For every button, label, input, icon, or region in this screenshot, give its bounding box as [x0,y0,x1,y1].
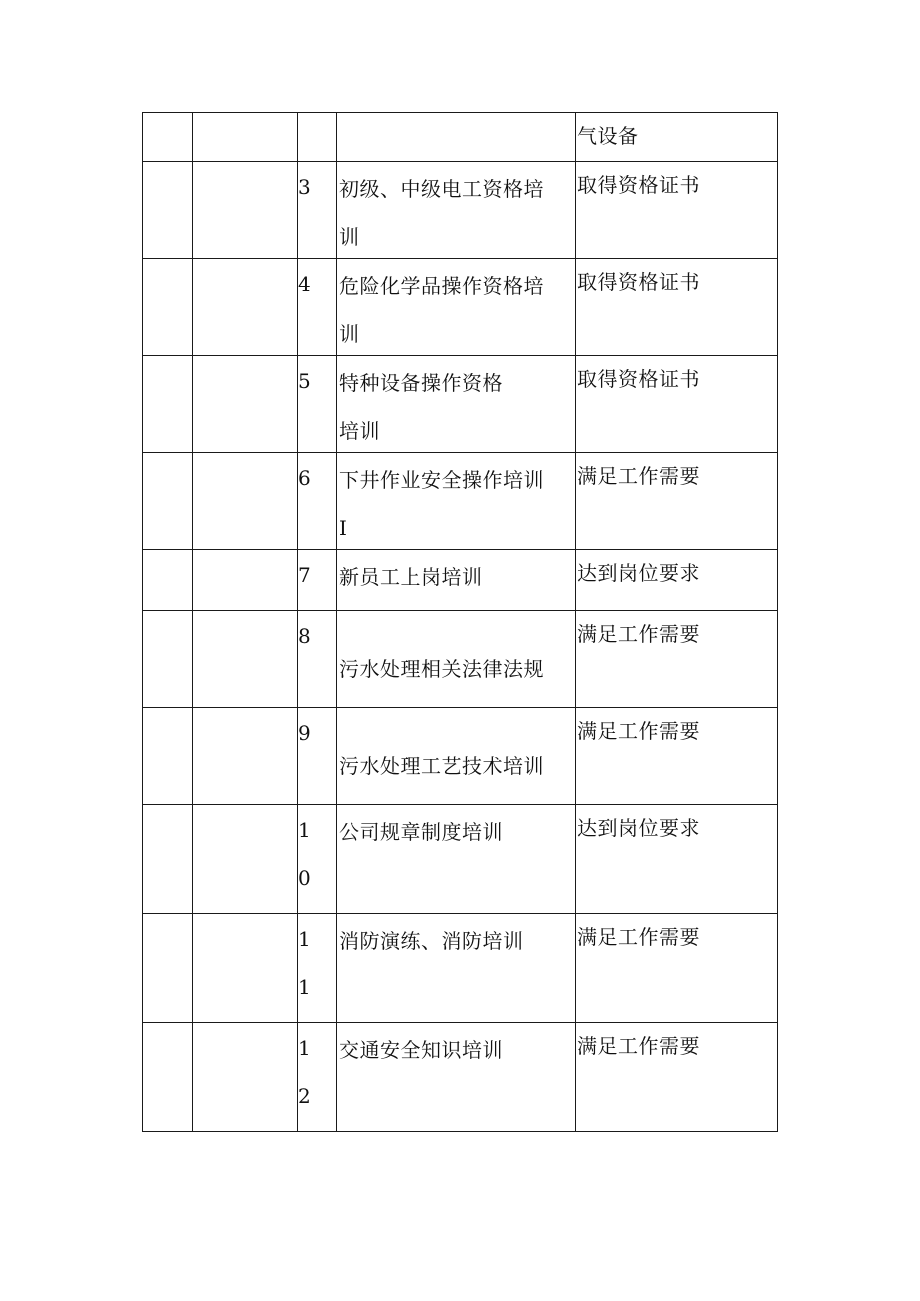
table-row [143,356,778,453]
table-cell-result [576,162,778,259]
result-text: 满足工作需要 [577,464,700,488]
table-cell-empty [193,259,298,356]
result-text: 满足工作需要 [577,622,700,646]
item-text: 消防演练、消防培训 [339,929,524,953]
table-cell-empty [143,1023,193,1132]
table-cell-number [298,914,337,1023]
table-cell-empty [143,259,193,356]
table-cell-empty [193,1023,298,1132]
table-cell-item [337,1023,576,1132]
table-cell-result [576,259,778,356]
result-text: 达到岗位要求 [577,816,700,840]
table-cell-empty [193,162,298,259]
table-cell-empty [193,356,298,453]
table-row [143,914,778,1023]
item-text: I [339,516,348,540]
table-cell-empty [298,113,337,162]
table-cell-empty [143,162,193,259]
item-text: 污水处理工艺技术培训 [339,754,544,778]
item-number: 1 [298,818,311,842]
item-number: 5 [298,369,311,393]
table-cell-empty [143,356,193,453]
training-plan-table [142,112,778,1132]
table-cell-empty [143,550,193,611]
item-number: 9 [298,721,311,745]
table-cell-item [337,805,576,914]
result-text: 气设备 [577,124,639,148]
table-cell-number [298,611,337,708]
item-text: 训 [339,225,360,249]
table-cell-number [298,1023,337,1132]
table-row [143,708,778,805]
table-cell-number [298,162,337,259]
item-number: 1 [298,927,311,951]
table-cell-number [298,805,337,914]
table-cell-item [337,356,576,453]
table-row [143,453,778,550]
table-cell-empty [143,805,193,914]
result-text: 满足工作需要 [577,925,700,949]
item-number: 2 [298,1084,311,1108]
table-cell-result [576,805,778,914]
table-cell-result [576,914,778,1023]
item-number: 6 [298,466,311,490]
item-text: 特种设备操作资格 [339,371,503,395]
table-cell-empty [143,914,193,1023]
table-cell-empty [193,914,298,1023]
table-cell-number [298,708,337,805]
table-cell-number [298,550,337,611]
table-cell-item [337,259,576,356]
table-cell-number [298,259,337,356]
result-text: 达到岗位要求 [577,561,700,585]
table-cell-number [298,453,337,550]
item-text: 交通安全知识培训 [339,1038,503,1062]
item-text: 污水处理相关法律法规 [339,657,544,681]
table-cell-empty [143,453,193,550]
item-text: 初级、中级电工资格培 [339,177,544,201]
result-text: 满足工作需要 [577,1034,700,1058]
result-text: 满足工作需要 [577,719,700,743]
table-cell-empty [193,805,298,914]
table-cell-empty [193,453,298,550]
table-cell-empty [193,708,298,805]
item-text: 训 [339,322,360,346]
item-number: 1 [298,975,311,999]
item-text: 新员工上岗培训 [339,565,483,589]
table-cell-item [337,708,576,805]
table-row [143,162,778,259]
table-cell-result [576,1023,778,1132]
table-cell-empty [143,708,193,805]
item-number: 8 [298,624,311,648]
table-cell-empty [337,113,576,162]
table-row [143,113,778,162]
table-cell-item [337,453,576,550]
result-text: 取得资格证书 [577,367,700,391]
table-cell-result [576,453,778,550]
table-row [143,805,778,914]
table-row [143,259,778,356]
table-cell-empty [193,550,298,611]
table-cell-empty [143,113,193,162]
table-cell-result [576,611,778,708]
item-text: 下井作业安全操作培训 [339,468,544,492]
table-cell-result [576,113,778,162]
item-text: 培训 [339,419,380,443]
table-cell-empty [193,611,298,708]
table-cell-number [298,356,337,453]
table-cell-item [337,550,576,611]
table-cell-result [576,550,778,611]
item-number: 0 [298,866,311,890]
item-number: 4 [298,272,311,296]
table-row [143,611,778,708]
table-row [143,1023,778,1132]
item-number: 3 [298,175,311,199]
result-text: 取得资格证书 [577,270,700,294]
table-cell-result [576,356,778,453]
table-cell-item [337,611,576,708]
table-cell-result [576,708,778,805]
table-cell-empty [143,611,193,708]
item-text: 危险化学品操作资格培 [339,274,544,298]
item-text: 公司规章制度培训 [339,820,503,844]
item-number: 7 [298,563,311,587]
table-cell-item [337,162,576,259]
table-row [143,550,778,611]
table-cell-empty [193,113,298,162]
item-number: 1 [298,1036,311,1060]
table-cell-item [337,914,576,1023]
result-text: 取得资格证书 [577,173,700,197]
